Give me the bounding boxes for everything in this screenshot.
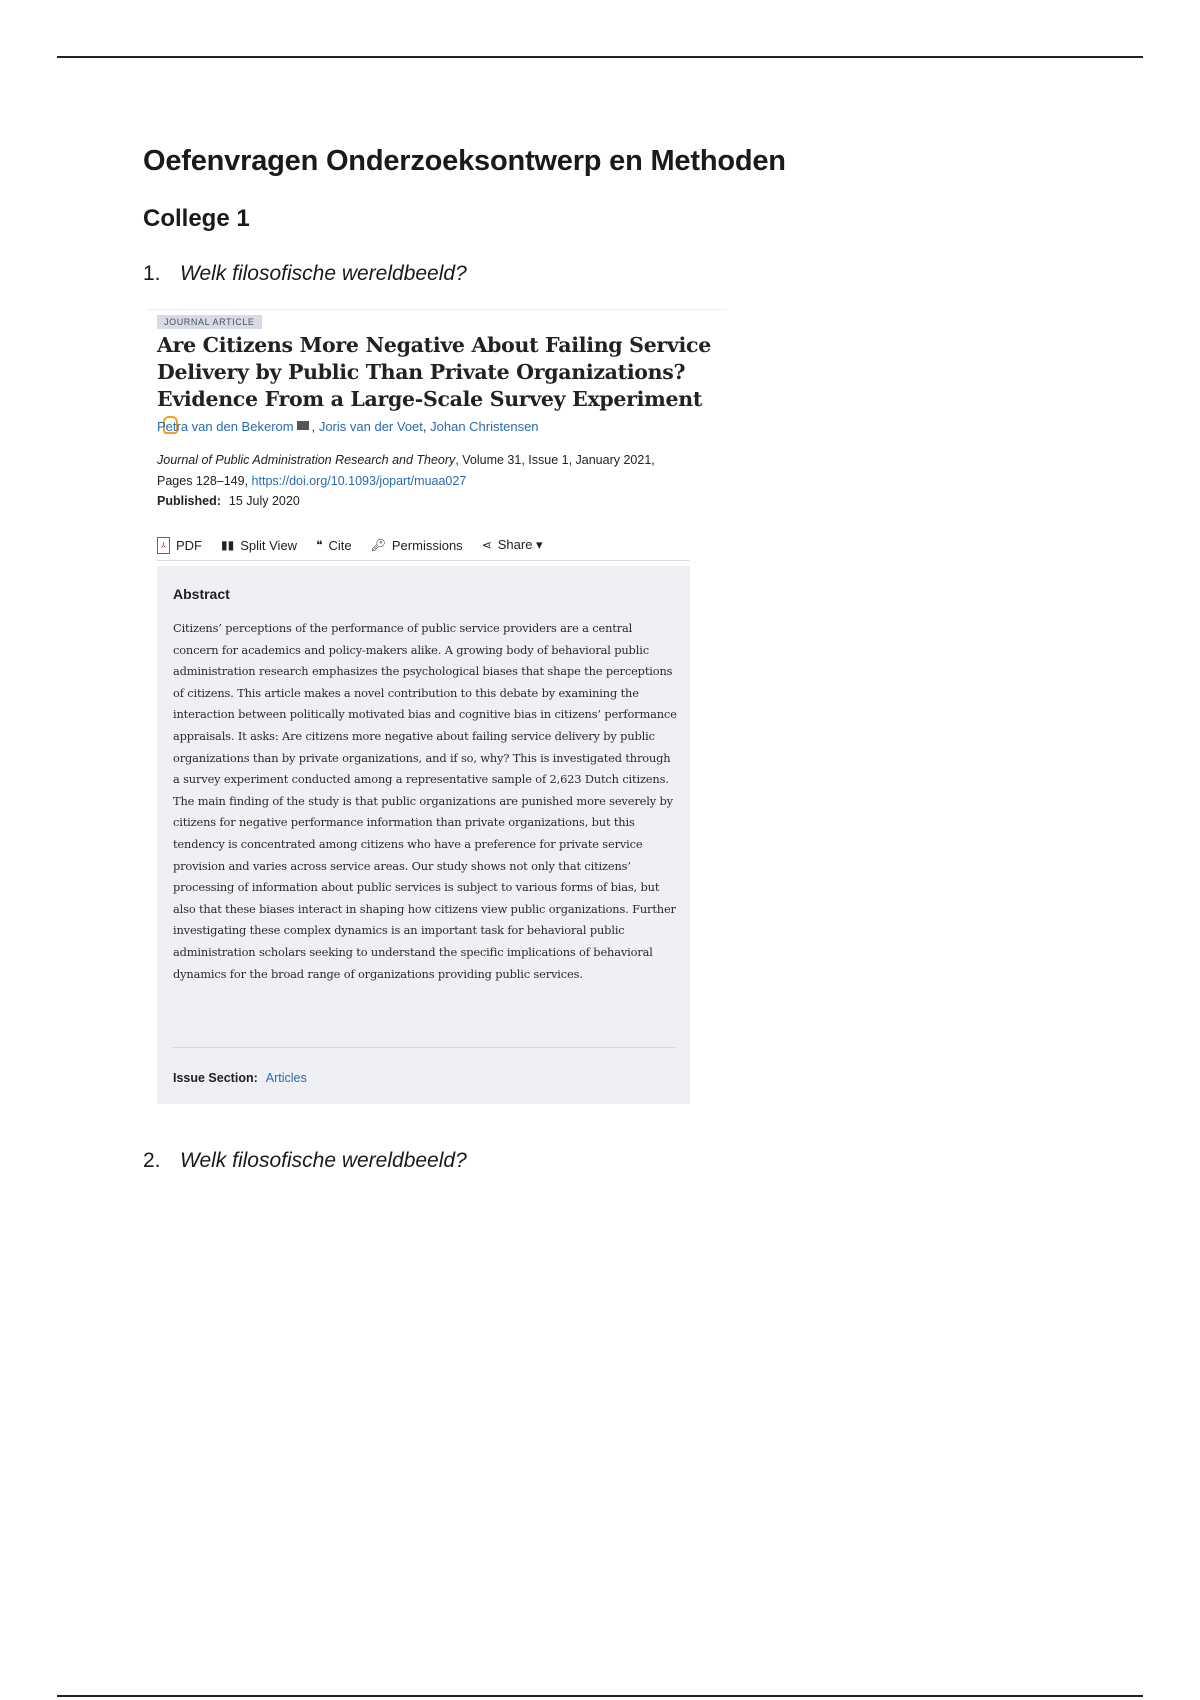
permissions-button[interactable]: [371, 538, 463, 553]
author-link[interactable]: Johan Christensen: [430, 419, 539, 434]
split-view-icon: ▮▮: [221, 538, 235, 552]
document-title: Oefenvragen Onderzoeksontwerp en Methoden: [143, 145, 786, 177]
pdf-button[interactable]: [157, 537, 202, 554]
key-icon: 🔑︎: [370, 538, 386, 552]
share-icon: ⋖: [481, 538, 492, 552]
citation-info: [157, 450, 717, 492]
question-text: Welk filosofische wereldbeeld?: [180, 262, 467, 285]
question-number: 1.: [143, 262, 161, 285]
article-toolbar: [157, 530, 690, 561]
doi-link[interactable]: https://doi.org/10.1093/jopart/muaa027: [251, 474, 467, 488]
author-separator: ,: [422, 419, 427, 434]
section-heading: College 1: [143, 205, 250, 232]
abstract-text: Citizens’ perceptions of the performance of public service providers are a central concern for academics and policy-makers alike. A growing body of behavioral public administration research emphasizes the psychological biases that shape the perceptions of citizens. This article makes a novel contribution to this debate by examining the interaction between politically motivated bias and cognitive bias in citizens’ performance appraisals. It asks: Are citizens more negative about failing service delivery by public organizations than by private organizations, and if so, why? This is investigated through a survey experiment conducted among a representative sample of 2,623 Dutch citizens. The main finding of the study is that public organizations are punished more severely by citizens for negative performance information than private organizations, but this tendency is concentrated among citizens who have a preference for private service provision and varies across service areas. Our study shows not only that citizens’ processing of information about public services is subject to various forms of bias, but also that these biases interact in shaping how citizens view public organizations. Further investigating these complex dynamics is an important task for behavioral public administration scholars seeking to understand the specific implications of behavioral dynamics for the broad range of organizations providing public services.: [173, 621, 677, 981]
abstract-heading: Abstract: [173, 586, 230, 602]
journal-name: Journal of Public Administration Research and Theory: [157, 453, 456, 467]
question-text: Welk filosofische wereldbeeld?: [180, 1149, 467, 1172]
question-1: [143, 262, 467, 286]
cite-button[interactable]: [316, 538, 352, 553]
pdf-icon: ⅄: [157, 537, 170, 554]
volume-issue: , Volume 31, Issue 1, January 2021,: [455, 453, 655, 467]
published-label: Published:: [157, 494, 221, 508]
quote-icon: ❝: [316, 538, 323, 552]
pages: Pages 128–149,: [157, 474, 249, 488]
published-value: 15 July 2020: [228, 494, 300, 508]
author-link[interactable]: Joris van der Voet: [318, 419, 423, 434]
article-type-badge: JOURNAL ARTICLE: [157, 315, 262, 329]
article-title-text: Are Citizens More Negative About Failing Service Delivery by Public Than Private Organizations? Evidence From a Large-Scale Survey Experiment: [157, 333, 711, 411]
author-list: [157, 419, 539, 434]
permissions-label: Permissions: [391, 537, 463, 553]
split-view-label: Split View: [240, 537, 298, 553]
published-date: [157, 494, 300, 508]
cite-label: Cite: [328, 537, 352, 553]
share-button[interactable]: [482, 537, 543, 553]
share-label: Share ▾: [497, 537, 543, 552]
issue-section: [173, 1071, 307, 1085]
article-screenshot: [147, 309, 727, 1125]
author-separator: ,: [311, 419, 316, 434]
footer-rule: [57, 1695, 1143, 1697]
question-2: [143, 1149, 467, 1173]
header-rule: [57, 56, 1143, 58]
abstract-divider: [173, 1047, 675, 1048]
email-icon[interactable]: [297, 421, 309, 430]
split-view-button[interactable]: [221, 538, 297, 553]
abstract-panel: [157, 566, 690, 1104]
pdf-label: PDF: [176, 537, 202, 553]
issue-section-link[interactable]: Articles: [265, 1071, 307, 1085]
question-number: 2.: [143, 1149, 161, 1172]
author-link[interactable]: Petra van den Bekerom: [157, 419, 294, 434]
issue-section-label: Issue Section:: [173, 1071, 258, 1085]
